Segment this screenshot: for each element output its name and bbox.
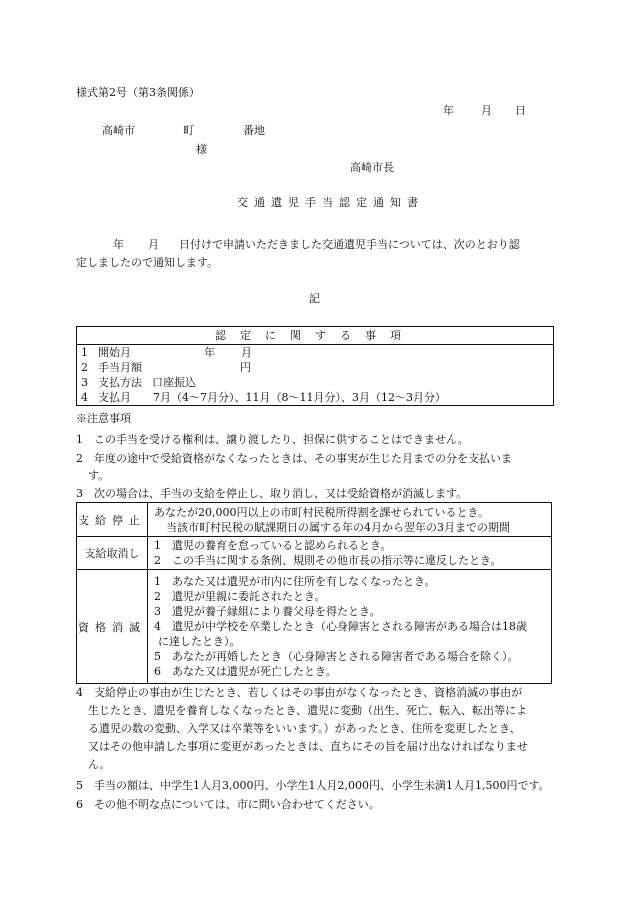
intro-line-2: 定しましたので通知します。	[76, 256, 219, 269]
date-month: 月	[481, 104, 492, 117]
address-city: 高崎市	[102, 124, 135, 137]
note-1: 1 この手当を受ける権利は、譲り渡したり、担保に供することはできません。	[76, 433, 469, 446]
date-day: 日	[515, 104, 526, 117]
ki-label: 記	[309, 292, 320, 305]
note-2-line-2: す。	[88, 469, 110, 482]
recipient-suffix: 様	[196, 143, 207, 156]
monthly-amount-label: 手当月額	[98, 361, 142, 374]
note-6: 6 その他不明な点については、市に問い合わせてください。	[76, 798, 380, 811]
cancel-label: 支給取消し	[77, 537, 148, 570]
note-4: 4 支給停止の事由が生じたとき、若しくはその事由がなくなったとき、資格消滅の事由が 生じたとき、遺児を養育しなくなったとき、遺児に変動（出生、死亡、転入、転出等によ る遺児の数の変動、入学又は卒業等をいいます。）があったとき、住所を変更したとき、 又はその他申請した事項に変更があったときは、直ちにその旨を届け出なければなりませ ん。	[76, 686, 528, 771]
certification-table	[76, 326, 554, 406]
cancel-content: 1 遺児の養育を怠っていると認められるとき。 2 この手当に関する条例、規則その他市長の指示等に違反したとき。	[148, 537, 552, 570]
note-2-line-1: 2 年度の途中で受給資格がなくなったときは、その事実が生じた月までの分を支払いま	[76, 452, 512, 465]
intro-line-1	[76, 236, 550, 254]
expire-content: 1 あなた又は遺児が市内に住所を有しなくなったとき。 2 遺児が里親に委託されたとき。 3 遺児が養子縁組により養父母を得たとき。 4 遺児が中学校を卒業したとき（心身障害とされる障害がある場合は18歳 に達したとき）。 5 あなたが再婚したとき（心身障害とされる障害者である場合を除く）。 6 あなた又は遺児が死亡したとき。	[148, 570, 552, 684]
note-3: 3 次の場合は、手当の支給を停止し、取り消し、又は受給資格が消滅します。	[76, 487, 468, 500]
certification-table-header: 認定に関する事項	[77, 327, 553, 345]
intro-line1-text: 日付けで申請いただきました交通遺児手当については、次のとおり認	[179, 238, 520, 251]
date-year: 年	[443, 104, 454, 117]
intro-paragraph	[76, 236, 550, 272]
table-row: 1 開始月 年 月	[81, 346, 252, 359]
payment-method-label: 支払方法	[98, 376, 142, 389]
address-town: 町	[183, 124, 194, 137]
document-title: 交通遺児手当認定通知書	[237, 196, 424, 209]
note-5: 5 手当の額は、中学生1人月3,000円、小学生1人月2,000円、小学生未満1人月1,500円です。	[76, 779, 550, 792]
address-number: 番地	[243, 124, 265, 137]
table-row: 3 支払方法 口座振込	[81, 376, 196, 389]
table-row: 4 支払月 7月（4〜7月分）、11月（8〜11月分）、3月（12〜3月分）	[81, 391, 446, 404]
conditions-table	[76, 502, 552, 684]
intro-month: 月	[148, 238, 159, 251]
table-row: 2 手当月額 円	[81, 361, 251, 374]
notes-heading: ※注意事項	[76, 412, 131, 425]
stop-content: あなたが20,000円以上の市町村民税所得割を課せられているとき。 当該市町村民税の賦課期日の属する年の4月から翌年の3月までの期間	[148, 503, 552, 537]
stop-label: 支給停止	[77, 503, 148, 537]
intro-year: 年	[113, 238, 124, 251]
payment-month-label: 支払月	[98, 391, 131, 404]
form-number: 様式第2号（第3条関係）	[76, 86, 200, 99]
issuer: 高崎市長	[350, 161, 394, 174]
start-month-label: 開始月	[98, 346, 131, 359]
expire-label: 資格消滅	[77, 570, 148, 684]
